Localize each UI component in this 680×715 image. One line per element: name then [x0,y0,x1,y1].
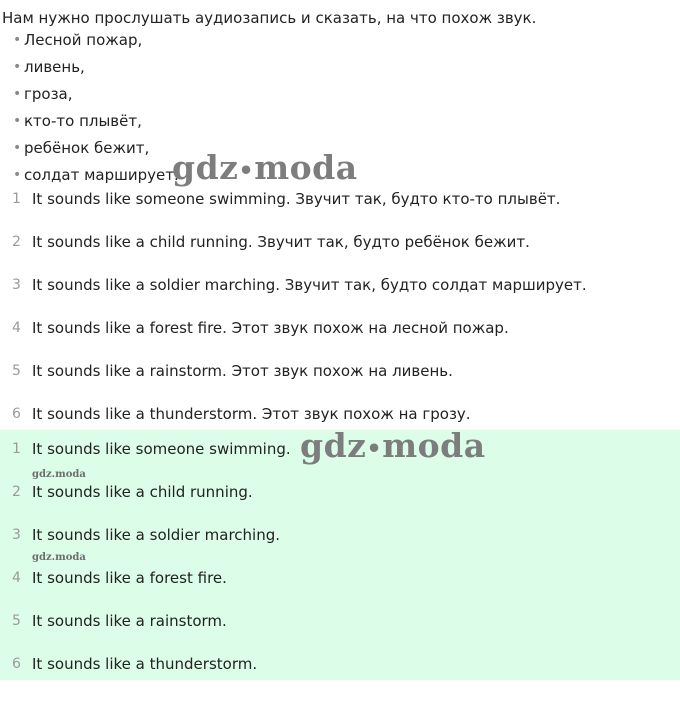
answer-text: It sounds like someone swimming. Звучит так, будто кто-то плывёт. [32,190,561,208]
answer-number: 5 [12,363,21,379]
task-intro: Нам нужно прослушать аудиозапись и сказать, на что похож звук. [2,9,537,27]
answer-text: It sounds like a thunderstorm. Этот звук похож на грозу. [32,405,471,423]
watermark-logo [172,150,358,189]
bullet-icon: • [13,86,22,102]
list-item-text: ливень, [24,58,85,76]
answer-text: It sounds like a rainstorm. Этот звук похож на ливень. [32,362,453,380]
list-item-text: Лесной пожар, [24,31,143,49]
answer-number: 4 [12,570,21,586]
list-item [12,84,179,111]
answer-text: It sounds like a soldier marching. [32,526,280,544]
bullet-icon: • [13,113,22,129]
answer-panel [0,430,680,680]
watermark-text: moda [254,148,358,187]
answer-text: It sounds like a child running. Звучит так, будто ребёнок бежит. [32,233,530,251]
answer-text: It sounds like a child running. [32,483,253,501]
answer-number: 4 [12,320,21,336]
list-item [12,111,179,138]
answer-number: 2 [12,484,21,500]
sound-options-list [12,30,179,192]
answer-number: 5 [12,613,21,629]
answer-number: 2 [12,234,21,250]
list-item [12,165,179,192]
list-item-text: гроза, [24,85,73,103]
watermark-small: gdz.moda [32,469,86,480]
answer-number: 6 [12,656,21,672]
answer-text: It sounds like someone swimming. [32,440,291,458]
answer-text: It sounds like a forest fire. Этот звук похож на лесной пожар. [32,319,509,337]
answer-number: 3 [12,527,21,543]
bullet-icon: • [13,140,22,156]
watermark-text: moda [382,426,486,465]
list-item [12,30,179,57]
answer-number: 6 [12,406,21,422]
watermark-small: gdz.moda [32,552,86,563]
bullet-icon: • [13,32,22,48]
list-item-text: ребёнок бежит, [24,139,150,157]
bullet-icon: • [13,59,22,75]
list-item-text: солдат марширует. [24,166,179,184]
answer-number: 3 [12,277,21,293]
list-item [12,138,179,165]
watermark-text: gdz [300,426,367,465]
watermark-text: gdz [172,148,239,187]
answer-number: 1 [12,441,21,457]
list-item [12,57,179,84]
answer-text: It sounds like a rainstorm. [32,612,227,630]
watermark-dot: • [366,434,383,463]
watermark-logo [300,428,486,467]
bullet-icon: • [13,167,22,183]
list-item-text: кто-то плывёт, [24,112,142,130]
answer-text: It sounds like a soldier marching. Звучит так, будто солдат марширует. [32,276,587,294]
watermark-dot: • [238,156,255,185]
answer-text: It sounds like a forest fire. [32,569,227,587]
answer-number: 1 [12,191,21,207]
answer-text: It sounds like a thunderstorm. [32,655,258,673]
